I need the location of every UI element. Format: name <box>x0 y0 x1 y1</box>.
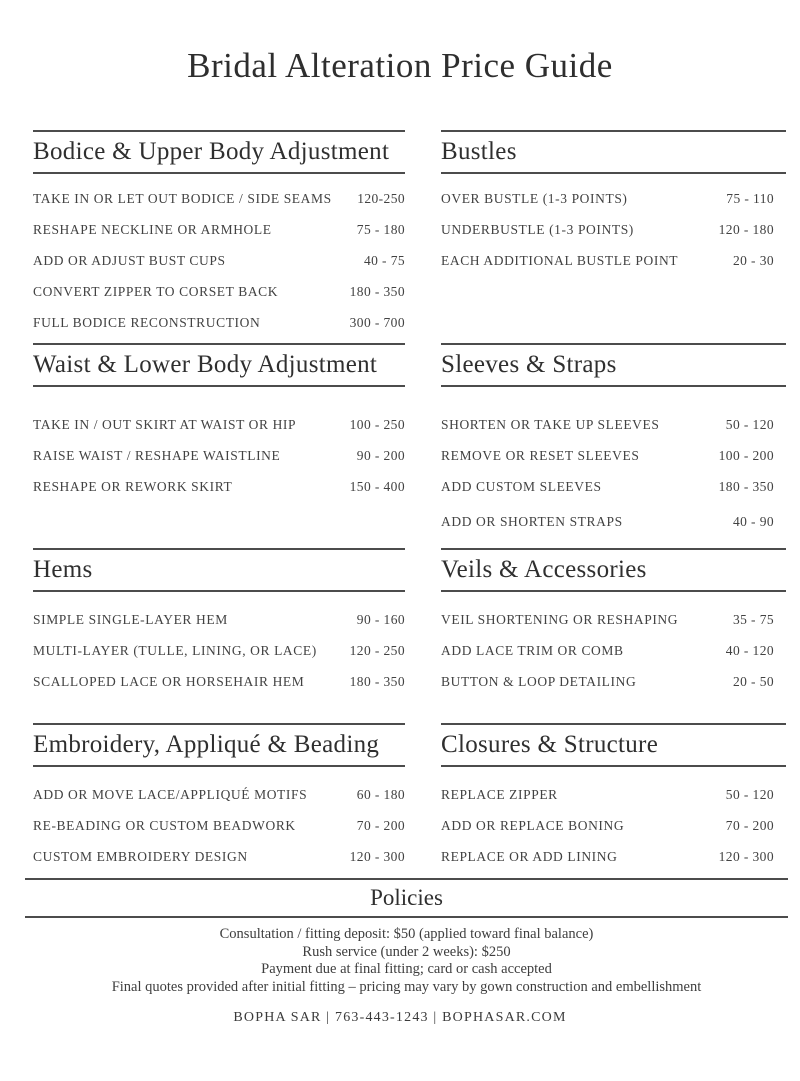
price-value: 50 - 120 <box>725 417 774 432</box>
section-veils-accessories <box>441 548 786 723</box>
price-row <box>33 779 405 810</box>
price-row <box>33 666 405 697</box>
page-title: Bridal Alteration Price Guide <box>187 46 613 85</box>
section-items <box>33 174 405 338</box>
section-title: Waist & Lower Body Adjustment <box>33 345 405 387</box>
price-row <box>33 307 405 338</box>
policy-line: Payment due at final fitting; card or cash accepted <box>261 961 552 977</box>
service-label: RE-BEADING OR CUSTOM BEADWORK <box>33 818 296 833</box>
section-bustles <box>441 130 786 343</box>
price-row <box>33 409 405 440</box>
price-value: 100 - 200 <box>718 448 774 463</box>
price-value: 60 - 180 <box>356 787 405 802</box>
section-sleeves-straps <box>441 343 786 548</box>
price-row <box>33 635 405 666</box>
section-items <box>33 592 405 697</box>
price-value: 120 - 180 <box>718 222 774 237</box>
section-hems <box>33 548 405 723</box>
service-label: RESHAPE OR REWORK SKIRT <box>33 479 233 494</box>
section-embroidery-applique-beading <box>33 723 405 878</box>
service-label: REPLACE ZIPPER <box>441 787 558 802</box>
price-value: 50 - 120 <box>725 787 774 802</box>
price-value: 35 - 75 <box>732 612 774 627</box>
price-row <box>441 506 786 537</box>
price-row <box>33 276 405 307</box>
section-items <box>441 174 786 276</box>
section-closures-structure <box>441 723 786 878</box>
price-row <box>33 841 405 872</box>
service-label: VEIL SHORTENING OR RESHAPING <box>441 612 679 627</box>
section-title: Sleeves & Straps <box>441 345 786 387</box>
price-row <box>441 635 786 666</box>
price-row <box>33 810 405 841</box>
price-value: 40 - 90 <box>732 514 774 529</box>
price-value: 180 - 350 <box>349 284 405 299</box>
service-label: TAKE IN OR LET OUT BODICE / SIDE SEAMS <box>33 191 332 206</box>
service-label: ADD OR ADJUST BUST CUPS <box>33 253 226 268</box>
service-label: UNDERBUSTLE (1-3 POINTS) <box>441 222 634 237</box>
service-label: CUSTOM EMBROIDERY DESIGN <box>33 849 248 864</box>
price-row <box>33 471 405 502</box>
section-items <box>441 592 786 697</box>
section-items <box>33 767 405 872</box>
price-row <box>33 440 405 471</box>
section-items <box>441 767 786 872</box>
service-label: ADD LACE TRIM OR COMB <box>441 643 624 658</box>
price-value: 70 - 200 <box>356 818 405 833</box>
policy-lines <box>25 918 788 996</box>
price-value: 300 - 700 <box>349 315 405 330</box>
policies-title: Policies <box>25 880 788 918</box>
service-label: MULTI-LAYER (TULLE, LINING, OR LACE) <box>33 643 317 658</box>
service-label: TAKE IN / OUT SKIRT AT WAIST OR HIP <box>33 417 297 432</box>
service-label: BUTTON & LOOP DETAILING <box>441 674 637 689</box>
section-title: Closures & Structure <box>441 725 786 767</box>
section-title: Veils & Accessories <box>441 550 786 592</box>
policy-line: Consultation / fitting deposit: $50 (applied toward final balance) <box>219 926 594 942</box>
service-label: SIMPLE SINGLE-LAYER HEM <box>33 612 228 627</box>
price-value: 180 - 350 <box>718 479 774 494</box>
price-row <box>441 409 786 440</box>
price-row <box>441 245 786 276</box>
policy-line: Final quotes provided after initial fitting – pricing may vary by gown construction and embellishment <box>111 978 702 995</box>
policies-section <box>25 878 788 996</box>
price-row <box>441 666 786 697</box>
service-label: ADD OR REPLACE BONING <box>441 818 625 833</box>
price-row <box>33 214 405 245</box>
service-label: RAISE WAIST / RESHAPE WAISTLINE <box>33 448 281 463</box>
service-label: ADD OR MOVE LACE/APPLIQUÉ MOTIFS <box>33 787 308 802</box>
price-row <box>441 440 786 471</box>
section-items <box>441 387 786 537</box>
section-title: Embroidery, Appliqué & Beading <box>33 725 405 767</box>
section-title: Bustles <box>441 132 786 174</box>
service-label: SHORTEN OR TAKE UP SLEEVES <box>441 417 660 432</box>
service-label: CONVERT ZIPPER TO CORSET BACK <box>33 284 279 299</box>
contact-footer: BOPHA SAR | 763-443-1243 | BOPHASAR.COM <box>233 1010 567 1025</box>
price-value: 120 - 250 <box>349 643 405 658</box>
section-bodice-upper-body <box>33 130 405 343</box>
price-value: 40 - 120 <box>725 643 774 658</box>
service-label: EACH ADDITIONAL BUSTLE POINT <box>441 253 679 268</box>
service-label: FULL BODICE RECONSTRUCTION <box>33 315 261 330</box>
price-row <box>33 245 405 276</box>
service-label: RESHAPE NECKLINE OR ARMHOLE <box>33 222 272 237</box>
service-label: REMOVE OR RESET SLEEVES <box>441 448 640 463</box>
section-title: Bodice & Upper Body Adjustment <box>33 132 405 174</box>
price-value: 40 - 75 <box>363 253 405 268</box>
service-label: ADD OR SHORTEN STRAPS <box>441 514 623 529</box>
price-value: 75 - 110 <box>726 191 774 206</box>
price-row <box>441 779 786 810</box>
service-label: SCALLOPED LACE OR HORSEHAIR HEM <box>33 674 305 689</box>
service-label: REPLACE OR ADD LINING <box>441 849 618 864</box>
section-waist-lower-body <box>33 343 405 548</box>
price-value: 150 - 400 <box>349 479 405 494</box>
price-row <box>441 471 786 502</box>
price-row <box>441 183 786 214</box>
price-value: 75 - 180 <box>356 222 405 237</box>
price-row <box>441 841 786 872</box>
section-title: Hems <box>33 550 405 592</box>
price-row <box>33 604 405 635</box>
price-value: 120 - 300 <box>718 849 774 864</box>
price-value: 90 - 160 <box>356 612 405 627</box>
price-value: 70 - 200 <box>725 818 774 833</box>
price-value: 90 - 200 <box>356 448 405 463</box>
price-value: 120 - 300 <box>349 849 405 864</box>
service-label: ADD CUSTOM SLEEVES <box>441 479 602 494</box>
price-value: 100 - 250 <box>349 417 405 432</box>
price-row <box>441 604 786 635</box>
price-row <box>33 183 405 214</box>
price-row <box>441 810 786 841</box>
price-row <box>441 214 786 245</box>
price-value: 120-250 <box>357 191 405 206</box>
price-value: 180 - 350 <box>349 674 405 689</box>
service-label: OVER BUSTLE (1-3 POINTS) <box>441 191 628 206</box>
price-value: 20 - 50 <box>732 674 774 689</box>
section-items <box>33 387 405 502</box>
policy-line: Rush service (under 2 weeks): $250 <box>302 943 511 960</box>
price-columns <box>33 130 786 878</box>
price-value: 20 - 30 <box>732 253 774 268</box>
